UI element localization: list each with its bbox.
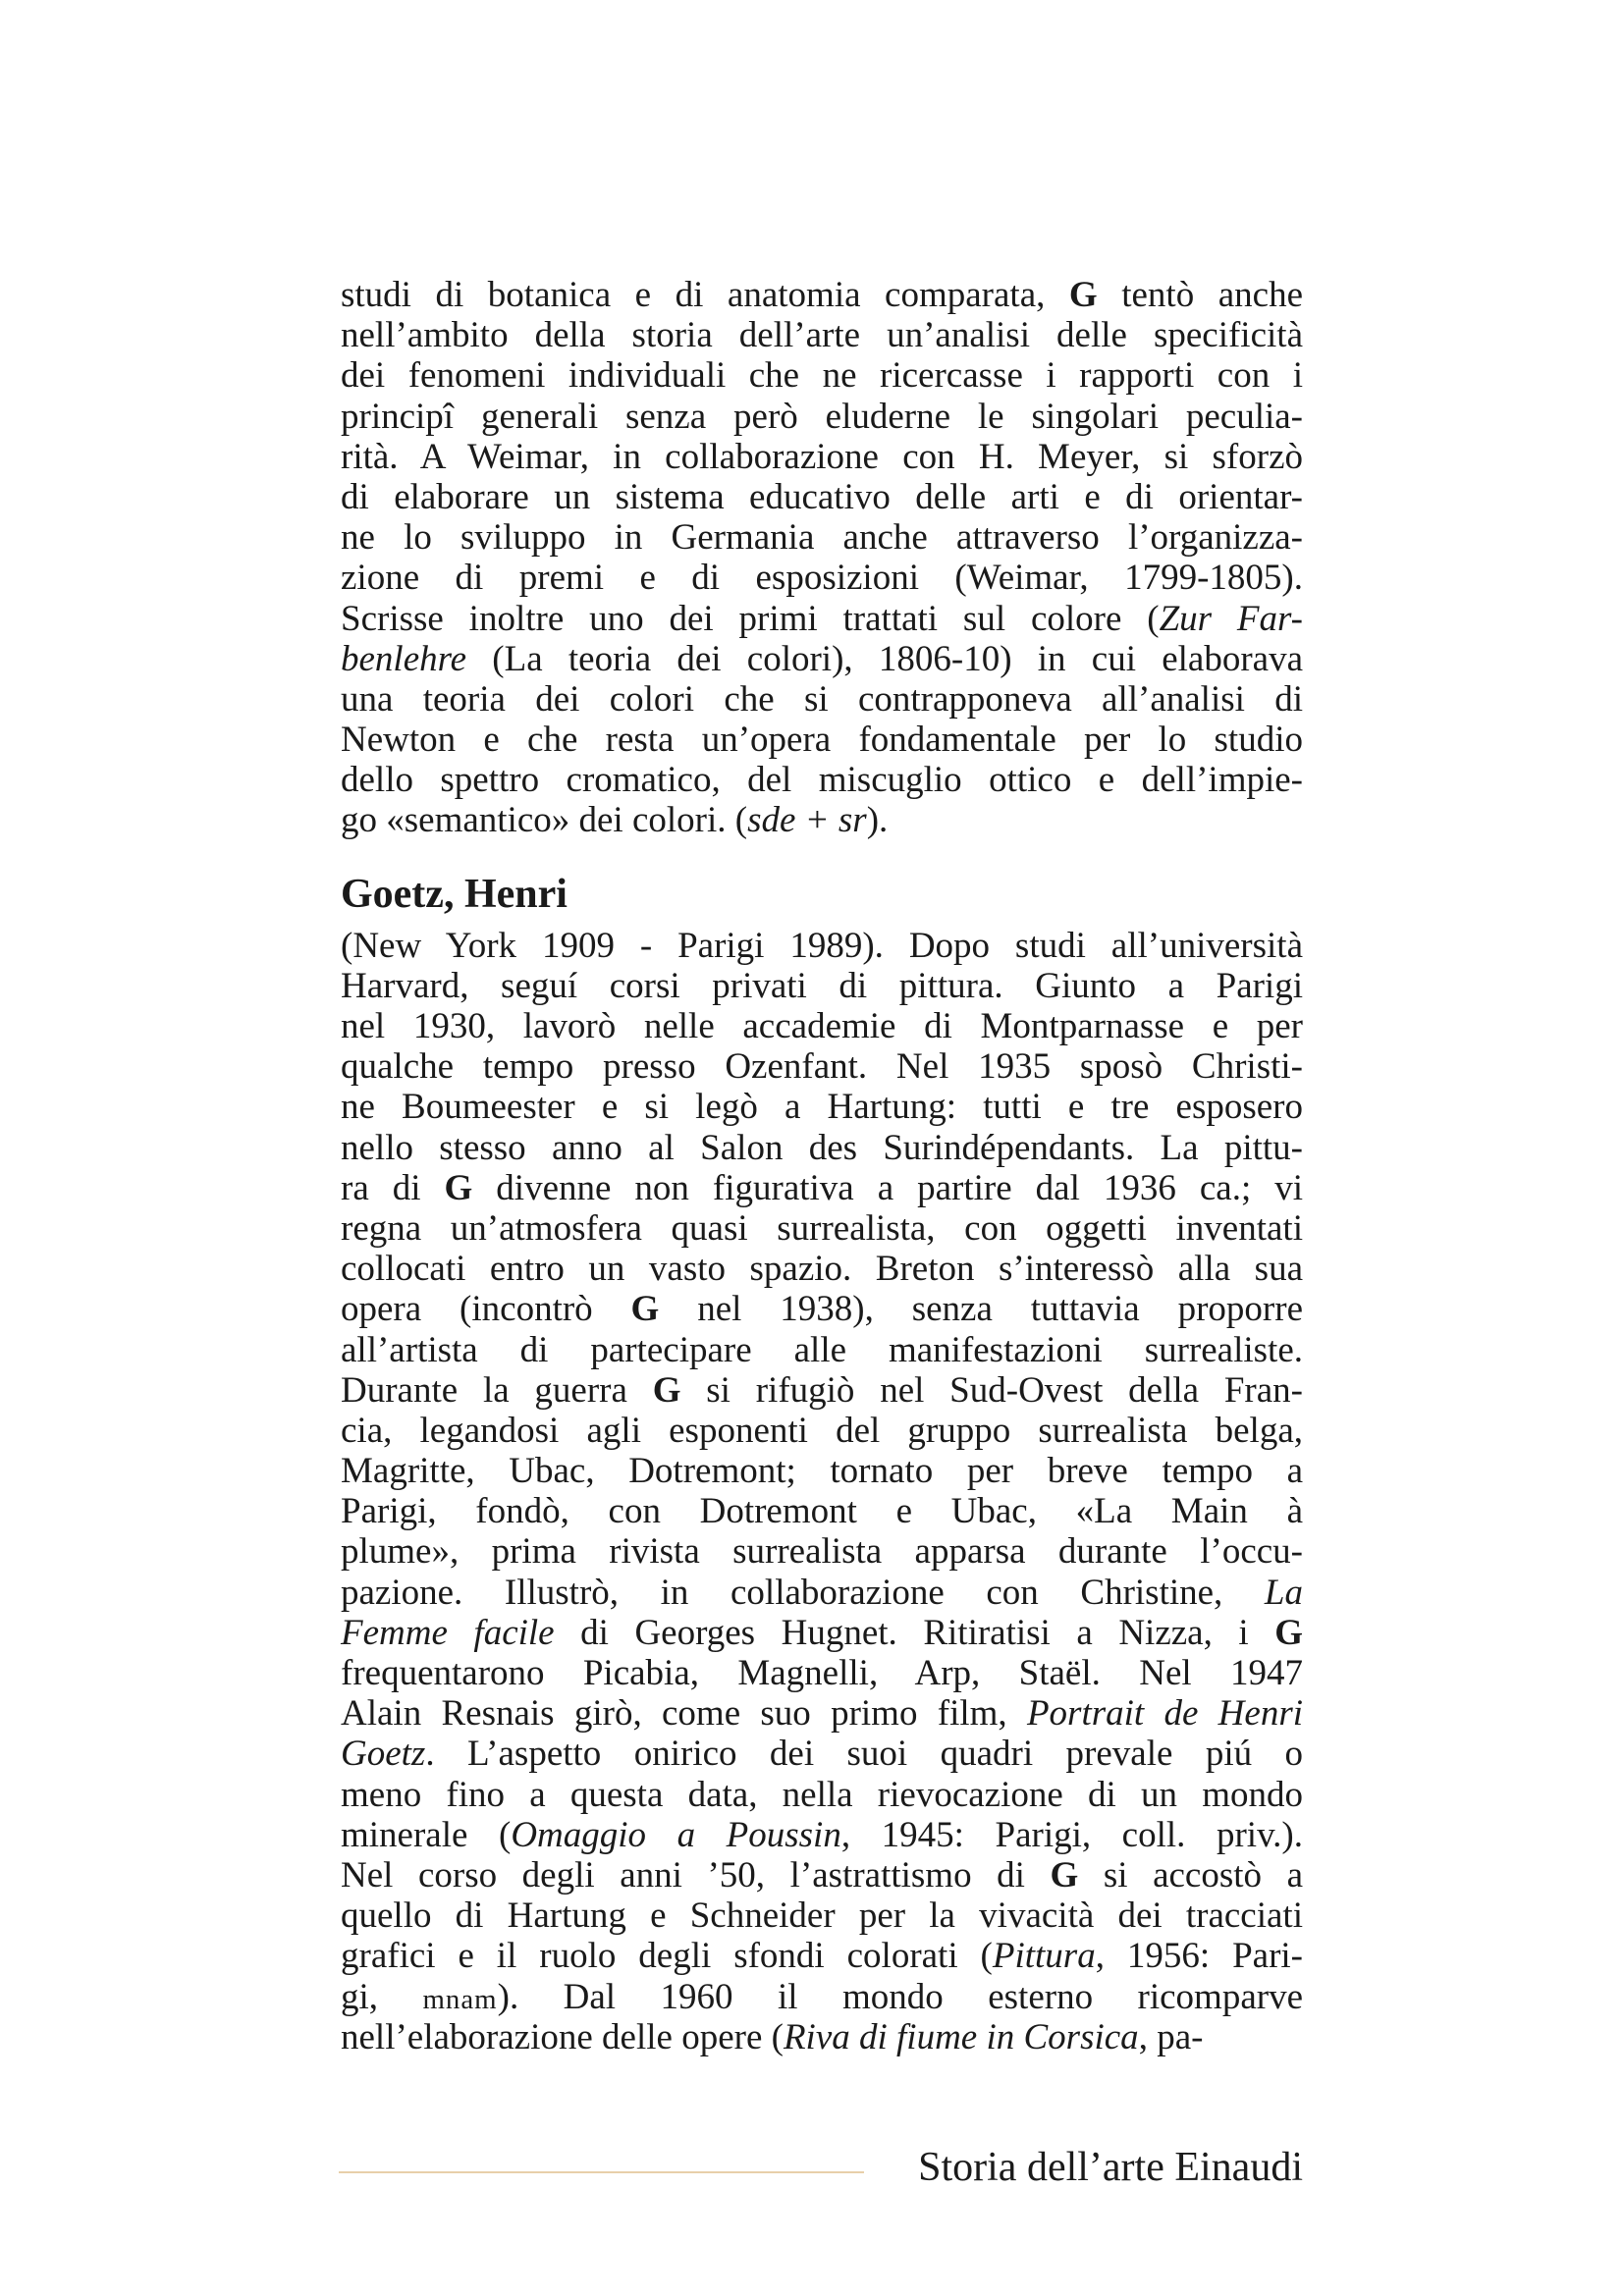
text-segment: Magritte, Ubac, Dotremont; tornato per breve tempo a (341, 1451, 1303, 1492)
text-line (341, 1734, 1303, 1774)
text-segment: Parigi, fondò, con Dotremont e Ubac, «La Main à (341, 1491, 1303, 1532)
text-line (341, 1289, 1303, 1329)
text-segment: sde + sr (747, 800, 867, 841)
text-segment: Pittura (992, 1936, 1096, 1977)
text-segment: G (444, 1167, 473, 1208)
text-line (341, 1936, 1303, 1976)
text-segment: tentò anche (1097, 275, 1303, 315)
text-line (341, 1128, 1303, 1168)
text-segment: Omaggio a Poussin (511, 1814, 841, 1855)
footer-rule (339, 2171, 864, 2173)
text-segment: divenne non figurativa a partire dal 1936 ca.; vi (472, 1167, 1303, 1208)
text-line (341, 477, 1303, 517)
text-line (341, 1370, 1303, 1411)
text-line (341, 315, 1303, 355)
text-line (341, 1208, 1303, 1249)
text-segment: G (652, 1369, 681, 1411)
text-line (341, 1613, 1303, 1653)
text-line (341, 1411, 1303, 1451)
text-line (341, 1815, 1303, 1855)
text-line (341, 2017, 1303, 2057)
text-line (341, 558, 1303, 598)
text-line (341, 926, 1303, 966)
text-line (341, 639, 1303, 679)
text-segment: Durante la guerra (341, 1369, 653, 1411)
text-segment: nel 1930, lavorò nelle accademie di Montparnasse e per (341, 1006, 1303, 1046)
text-segment: ). (866, 800, 889, 841)
text-segment: ne lo sviluppo in Germania anche attraverso l’organizza- (341, 517, 1303, 559)
text-line (341, 437, 1303, 477)
text-segment: opera (incontrò (341, 1289, 631, 1330)
text-segment: La (1264, 1572, 1303, 1613)
text-segment: Alain Resnais girò, come suo primo film, (341, 1693, 1027, 1735)
paragraph-goethe-continuation (341, 275, 1303, 841)
text-segment: plume», prima rivista surrealista apparsa durante l’occu- (341, 1531, 1303, 1573)
text-segment: , 1956: Pari- (1095, 1936, 1303, 1977)
text-segment: cia, legandosi agli esponenti del gruppo surrealista belga, (341, 1410, 1303, 1451)
text-segment: Femme facile (341, 1612, 555, 1653)
text-line (341, 720, 1303, 760)
text-line (341, 1653, 1303, 1693)
text-segment: Riva di fiume in Corsica (783, 2016, 1139, 2057)
text-segment: Scrisse inoltre uno dei primi trattati sul colore ( (341, 598, 1160, 639)
text-line (341, 966, 1303, 1006)
text-line (341, 275, 1303, 315)
text-line (341, 1977, 1303, 2017)
text-segment: ). Dal 1960 il mondo esterno ricomparve (497, 1976, 1303, 2017)
text-line (341, 397, 1303, 437)
text-line (341, 1330, 1303, 1370)
text-line (341, 760, 1303, 800)
text-segment: rità. A Weimar, in collaborazione con H. Meyer, si sforzò (341, 436, 1303, 477)
text-segment: , 1945: Parigi, coll. priv.). (840, 1814, 1303, 1855)
text-segment: . L’aspetto onirico dei suoi quadri prevale piú o (425, 1734, 1303, 1775)
text-segment: si rifugiò nel Sud-Ovest della Fran- (680, 1369, 1304, 1411)
text-line (341, 355, 1303, 396)
text-segment: G (1274, 1612, 1303, 1653)
text-line (341, 1046, 1303, 1087)
text-segment: nel 1938), senza tuttavia proporre (659, 1289, 1303, 1330)
text-segment: principî generali senza però eluderne le singolari peculia- (341, 396, 1303, 437)
text-segment: nell’ambito della storia dell’arte un’analisi delle specificità (341, 315, 1303, 356)
text-segment: go «semantico» dei colori. ( (341, 800, 748, 841)
text-segment: di elaborare un sistema educativo delle arti e di orientar- (341, 476, 1303, 517)
text-segment: regna un’atmosfera quasi surrealista, con oggetti inventati (341, 1207, 1303, 1249)
text-line (341, 1451, 1303, 1491)
footer-publication-title: Storia dell’arte Einaudi (918, 2145, 1303, 2190)
text-line (341, 1855, 1303, 1896)
text-segment: ra di (341, 1167, 445, 1208)
text-segment: dei fenomeni individuali che ne ricercasse i rapporti con i (341, 355, 1303, 397)
text-segment: nell’elaborazione delle opere ( (341, 2016, 784, 2057)
text-segment: zione di premi e di esposizioni (Weimar, 1799-1805). (341, 558, 1303, 599)
text-segment: Zur Far- (1159, 598, 1304, 639)
text-segment: grafici e il ruolo degli sfondi colorati ( (341, 1936, 993, 1977)
text-segment: Nel corso degli anni ’50, l’astrattismo di (341, 1854, 1051, 1896)
text-segment: si accostò a (1078, 1854, 1303, 1896)
text-segment: benlehre (341, 638, 467, 679)
text-segment: , pa- (1138, 2016, 1204, 2057)
paragraph-goetz-entry (341, 926, 1303, 2057)
page-footer (339, 2140, 1303, 2199)
text-segment: (La teoria dei colori), 1806-10) in cui elaborava (466, 638, 1303, 679)
text-segment: nello stesso anno al Salon des Surindépendants. La pittu- (341, 1127, 1303, 1168)
text-segment: dello spettro cromatico, del miscuglio ottico e dell’impie- (341, 760, 1303, 801)
text-segment: meno fino a questa data, nella rievocazione di un mondo (341, 1774, 1303, 1815)
text-line (341, 1006, 1303, 1046)
text-line (341, 517, 1303, 558)
text-segment: G (1050, 1854, 1079, 1896)
text-line (341, 1168, 1303, 1208)
text-segment: Goetz (341, 1734, 426, 1775)
article-body (341, 275, 1303, 2057)
text-segment: collocati entro un vasto spazio. Breton s’interessò alla sua (341, 1249, 1303, 1290)
text-segment: quello di Hartung e Schneider per la vivacità dei tracciati (341, 1896, 1303, 1937)
text-segment: ne Boumeester e si legò a Hartung: tutti e tre esposero (341, 1087, 1303, 1128)
text-segment: qualche tempo presso Ozenfant. Nel 1935 sposò Christi- (341, 1046, 1303, 1088)
text-line (341, 599, 1303, 639)
text-line (341, 800, 1303, 840)
text-segment: di Georges Hugnet. Ritiratisi a Nizza, i (554, 1612, 1275, 1653)
text-line (341, 1249, 1303, 1289)
text-segment: G (1068, 275, 1098, 315)
text-line (341, 1531, 1303, 1572)
text-segment: studi di botanica e di anatomia comparata, (341, 275, 1069, 315)
text-segment: pazione. Illustrò, in collaborazione con Christine, (341, 1572, 1265, 1613)
text-line (341, 679, 1303, 720)
text-line (341, 1573, 1303, 1613)
text-segment: una teoria dei colori che si contrapponeva all’analisi di (341, 678, 1303, 720)
text-segment: (New York 1909 - Parigi 1989). Dopo studi all’università (341, 925, 1303, 966)
text-segment: G (630, 1289, 660, 1330)
text-line (341, 1491, 1303, 1531)
text-line (341, 1693, 1303, 1734)
text-segment: gi, (341, 1976, 423, 2017)
text-segment: minerale ( (341, 1814, 512, 1855)
text-segment: frequentarono Picabia, Magnelli, Arp, Staël. Nel 1947 (341, 1653, 1303, 1693)
text-segment: Newton e che resta un’opera fondamentale per lo studio (341, 720, 1303, 761)
text-segment: all’artista di partecipare alle manifestazioni surrealiste. (341, 1329, 1303, 1370)
text-line (341, 1087, 1303, 1127)
entry-heading: Goetz, Henri (341, 871, 568, 917)
text-line (341, 1775, 1303, 1815)
text-segment: Portrait de Henri (1026, 1693, 1303, 1735)
text-segment: mnam (422, 1983, 498, 2015)
text-segment: Harvard, seguí corsi privati di pittura. Giunto a Parigi (341, 965, 1303, 1006)
text-line (341, 1896, 1303, 1936)
